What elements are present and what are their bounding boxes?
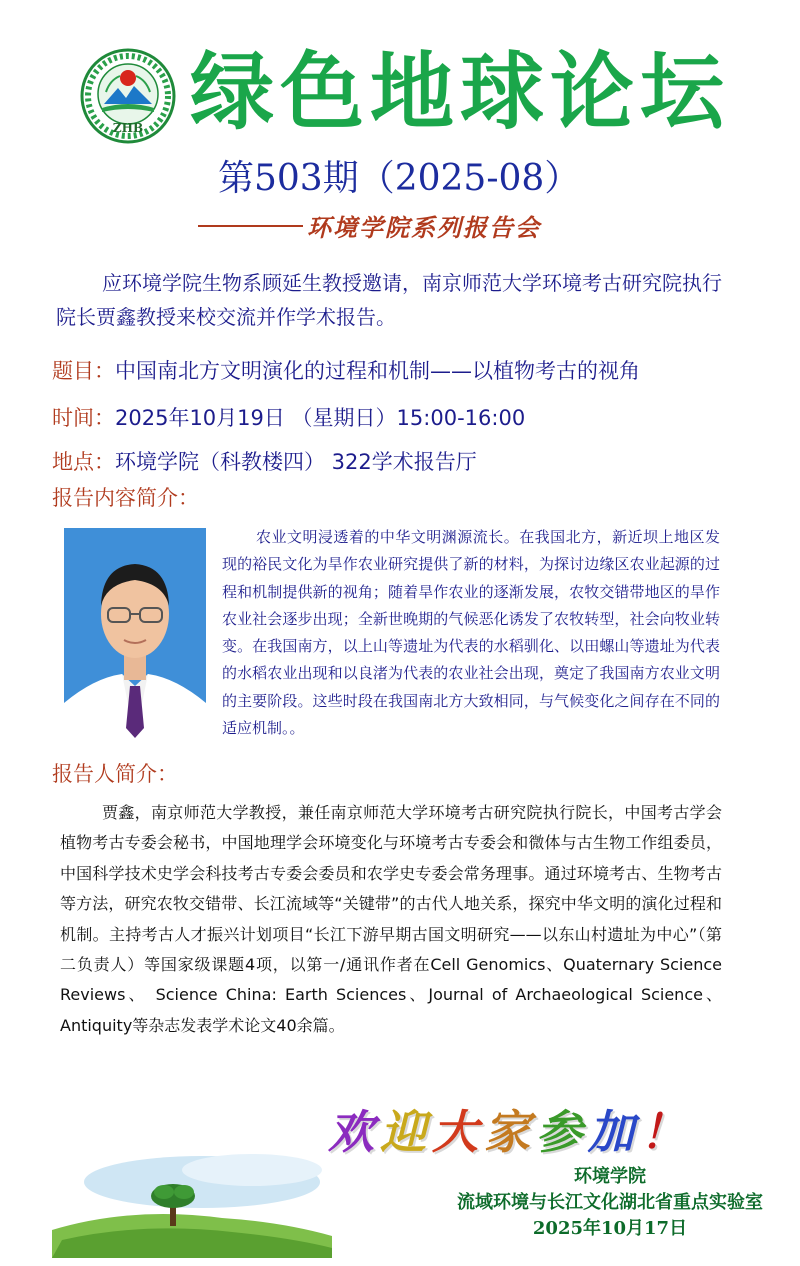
- zhb-logo-icon: [80, 48, 176, 144]
- series-subtitle: [198, 208, 541, 244]
- welcome-banner: [328, 1102, 692, 1162]
- topic-row: [52, 355, 640, 387]
- welcome-char: 迎: [380, 1105, 432, 1159]
- abstract-text: 农业文明浸透着的中华文明渊源流长。在我国北方，新近坝上地区发现的裕民文化为旱作农业研究提供了新的材料，为探讨边缘区农业起源的过程和机制提供新的视角；随着旱作农业的逐渐发展，农牧交错带地区的旱作农业社会逐步出现；全新世晚期的气候恶化诱发了农牧转型，社会向牧业转变。在我国南方，以上山等遗址为代表的水稻驯化、以田螺山等遗址为代表的水稻农业出现和以良渚为代表的农业社会出现，奠定了我国南方农业文明的主要阶段。这些时段在我国南北方大致相同，与气候变化之间存在不同的适应机制。。: [222, 528, 720, 738]
- intro-paragraph: 应环境学院生物系顾延生教授邀请，南京师范大学环境考古研究院执行院长贾鑫教授来校交流并作学术报告。: [56, 271, 722, 329]
- speaker-photo: [64, 528, 206, 738]
- abstract-heading: 报告内容简介：: [52, 486, 199, 510]
- issue-number: 第503期（2025-08）: [218, 158, 581, 199]
- landscape-tree-image: [52, 1148, 332, 1258]
- forum-title: 绿色地球论坛: [190, 43, 731, 141]
- signature-school: 环境学院: [574, 1166, 646, 1187]
- welcome-char: 家: [484, 1105, 536, 1159]
- place-value: 环境学院（科教楼四） 322学术报告厅: [115, 450, 477, 474]
- time-label: 时间：: [52, 406, 115, 430]
- series-text: 环境学院系列报告会: [307, 213, 541, 242]
- series-dash-line: [198, 225, 303, 227]
- speaker-heading: 报告人简介：: [52, 762, 178, 786]
- logo-text: ZHB: [112, 121, 144, 135]
- place-row: [52, 446, 477, 478]
- place-label: 地点：: [52, 450, 115, 474]
- speaker-bio: 贾鑫，南京师范大学教授，兼任南京师范大学环境考古研究院执行院长，中国考古学会植物考古专委会秘书，中国地理学会环境变化与环境考古专委会和微体与古生物工作组委员，中国科学技术史学会科技考古专委会委员和农学史专委会常务理事。通过环境考古、生物考古等方法，研究农牧交错带、长江流域等“关键带”的古代人地关系，探究中华文明的演化过程和机制。主持考古人才振兴计划项目“长江下游早期古国文明研究——以东山村遗址为中心”（第二负责人）等国家级课题4项，以第一/通讯作者在Cell Genomics、Quaternary Science Reviews、 Science China: Earth Sciences、Journal of Archaeological Science、Antiquity等杂志发表学术论文40余篇。: [60, 803, 722, 1035]
- signature-date: 2025年10月17日: [532, 1218, 688, 1239]
- welcome-char: 欢: [328, 1105, 380, 1159]
- time-row: [52, 402, 525, 434]
- welcome-char: 加: [588, 1105, 640, 1159]
- time-value: 2025年10月19日 （星期日）15:00-16:00: [115, 406, 526, 430]
- signature-lab: 流域环境与长江文化湖北省重点实验室: [457, 1192, 763, 1213]
- welcome-char: ！: [640, 1105, 692, 1159]
- topic-label: 题目：: [52, 359, 115, 383]
- welcome-char: 参: [536, 1105, 588, 1159]
- welcome-char: 大: [432, 1105, 484, 1159]
- topic-value: 中国南北方文明演化的过程和机制——以植物考古的视角: [115, 359, 640, 383]
